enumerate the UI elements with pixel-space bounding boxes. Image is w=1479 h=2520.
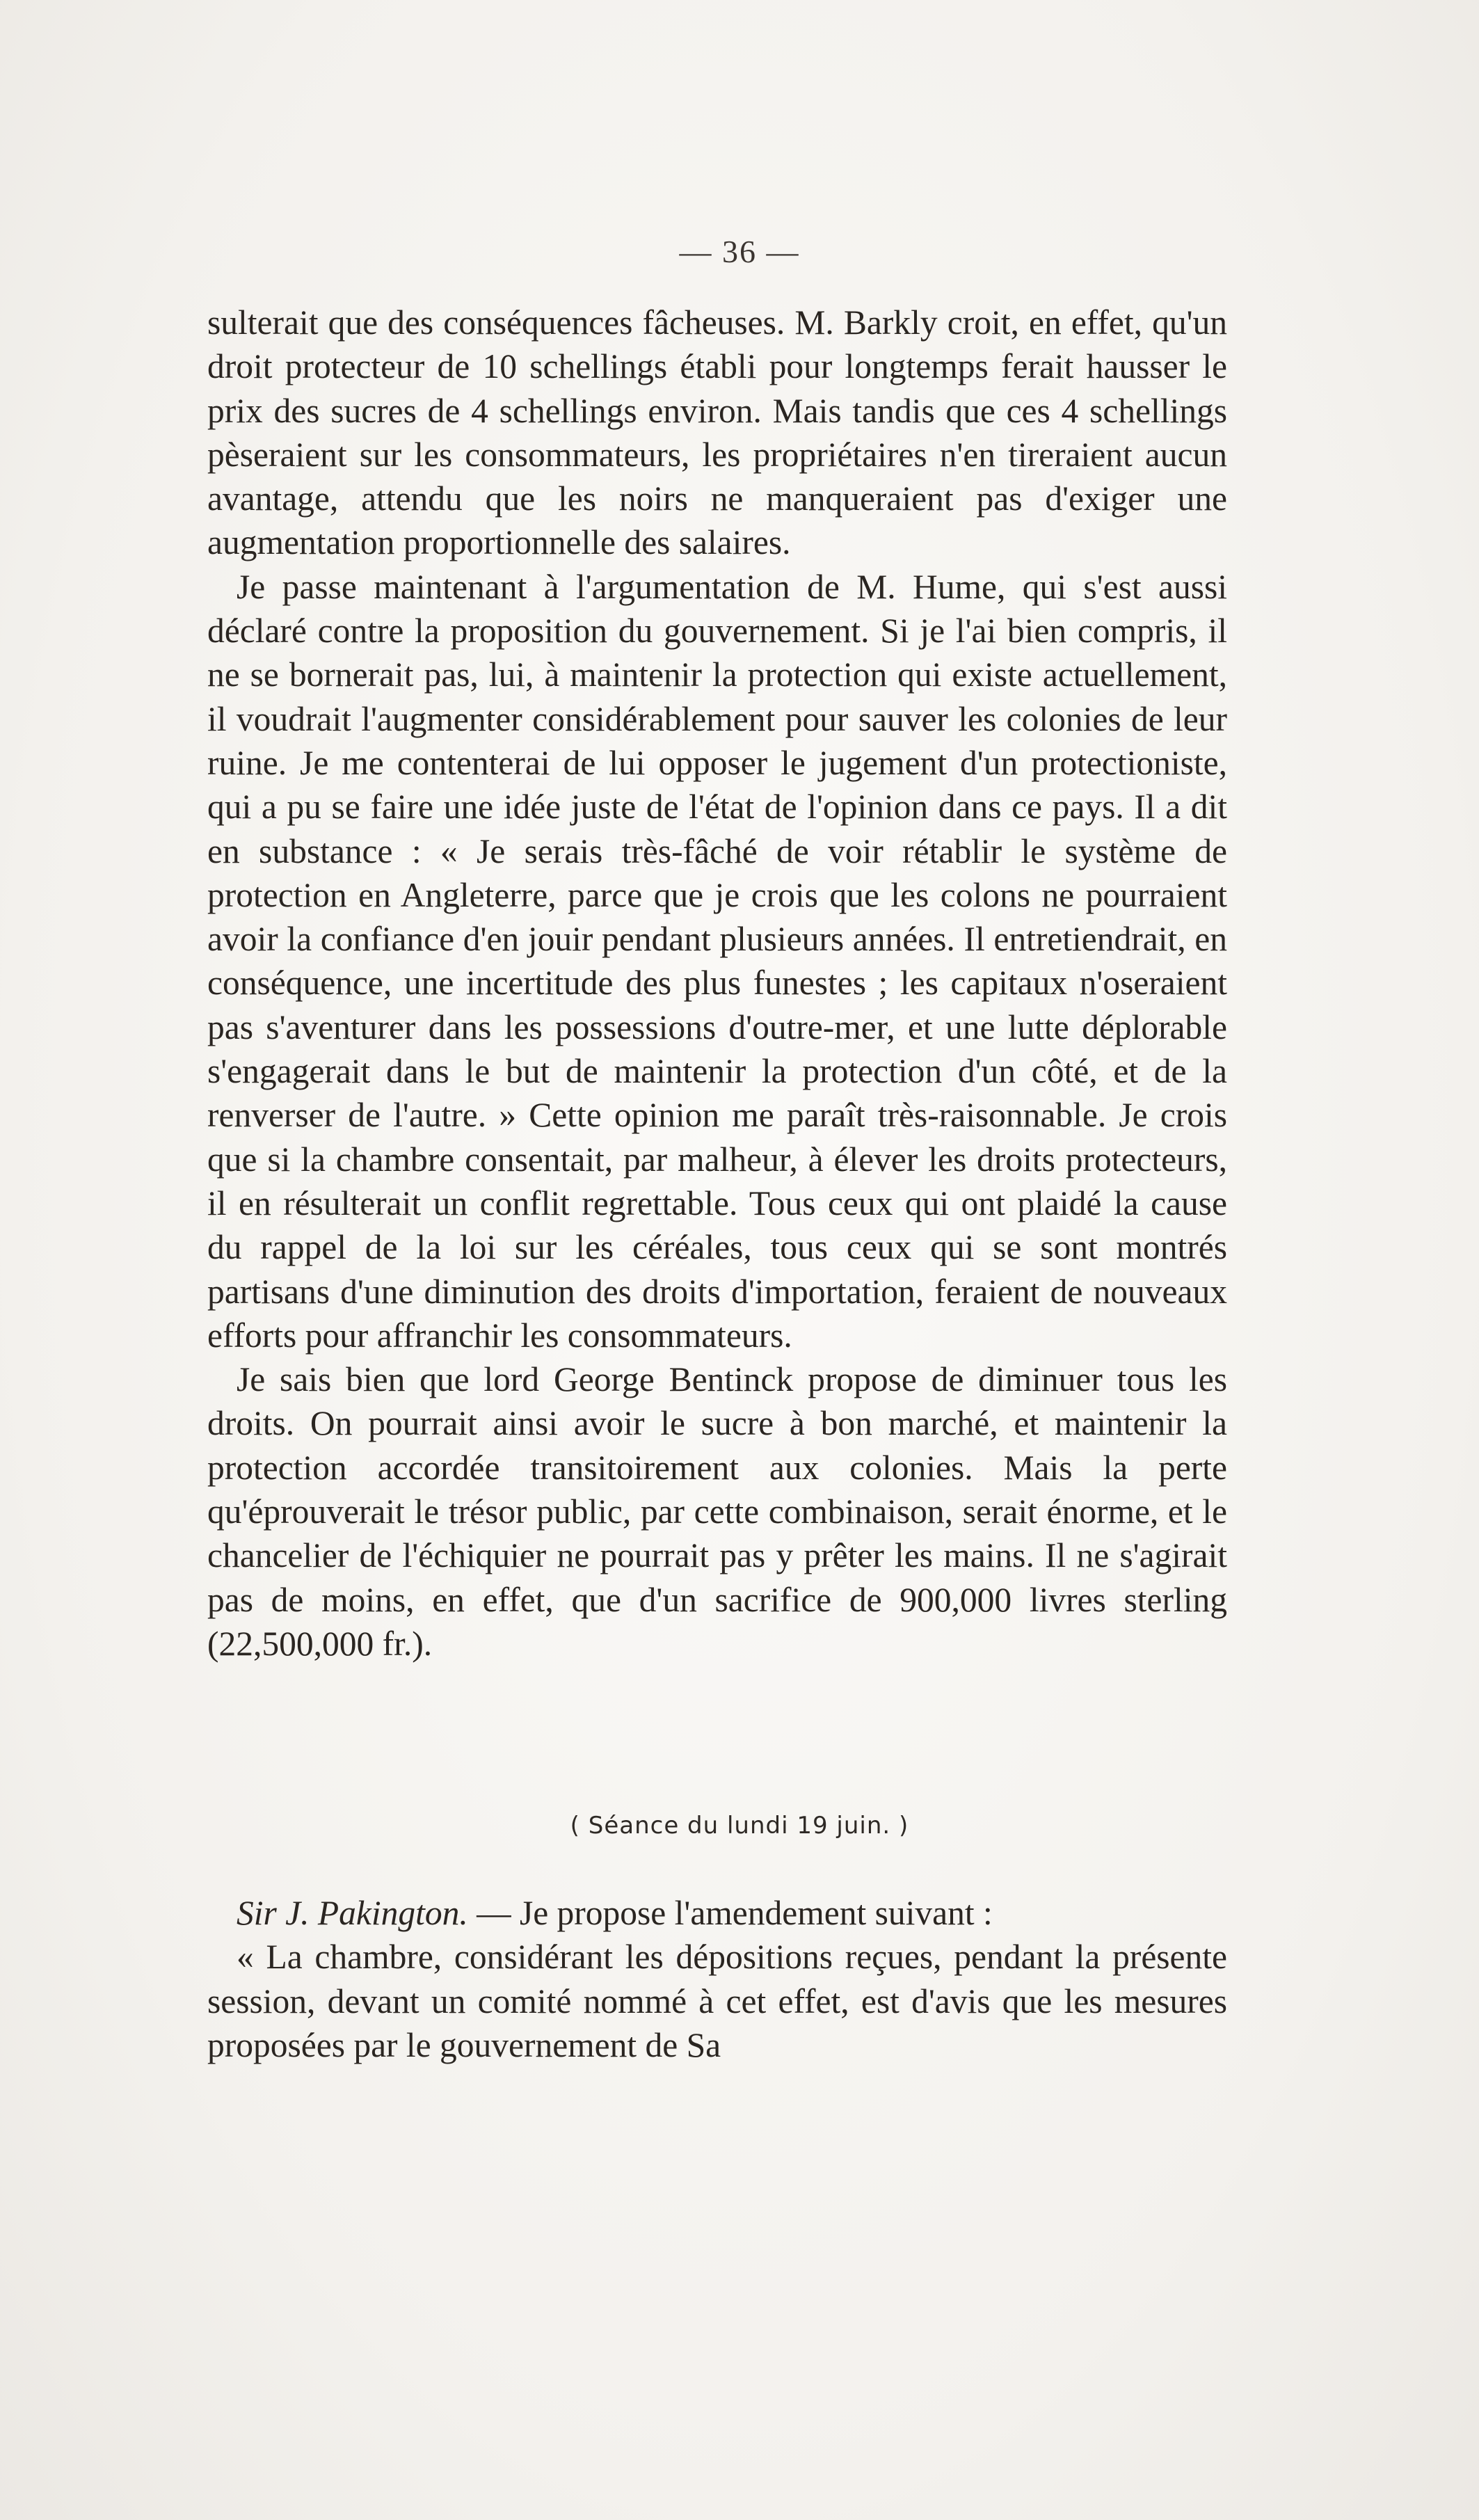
body-text [207,301,1227,1666]
paragraph-1: sulterait que des conséquences fâcheuses. M. Barkly croit, en effet, qu'un droit protecteur de 10 schellings établi pour longtemps ferait hausser le prix des sucres de 4 schellings environ. Mais tandis que ces 4 schellings pèseraient sur les consommateurs, les propriétaires n'en tireraient aucun avantage, attendu que les noirs ne manqueraient pas d'exiger une augmentation proportionnelle des salaires. [207,303,1227,562]
page-number: — 36 — [679,234,800,269]
amendment-quote: « La chambre, considérant les dépositions reçues, pendant la présente session, devant un comité nommé à cet effet, est d'avis que les mesures proposées par le gouvernement de Sa [207,1938,1227,2064]
session-heading: ( Séance du lundi 19 juin. ) [570,1812,909,1840]
speech-intro-line [207,1891,1227,1935]
paragraph-2: Je passe maintenant à l'argumentation de M. Hume, qui s'est aussi déclaré contre la proposition du gouvernement. Si je l'ai bien compris, il ne se bornerait pas, lui, à maintenir la protection qui existe actuellement, il voudrait l'augmenter considérablement pour sauver les colonies de leur ruine. Je me contenterai de lui opposer le jugement d'un protectioniste, qui a pu se faire une idée juste de l'état de l'opinion dans ce pays. Il a dit en substance : « Je serais très-fâché de voir rétablir le système de protection en Angleterre, parce que je crois que les colons ne pourraient avoir la confiance d'en jouir pendant plusieurs années. Il entretiendrait, en conséquence, une incertitude des plus funestes ; les capitaux n'oseraient pas s'aventurer dans les possessions d'outre-mer, et une lutte déplorable s'engagerait dans le but de maintenir la protection d'un côté, et de la renverser de l'autre. » Cette opinion me paraît très-raisonnable. Je crois que si la chambre consentait, par malheur, à élever les droits protecteurs, il en résulterait un conflit regrettable. Tous ceux qui ont plaidé la cause du rappel de la loi sur les céréales, tous ceux qui se sont montrés partisans d'une diminution des droits d'importation, feraient de nouveaux efforts pour affranchir les consommateurs. [207,567,1227,1355]
speech-block [207,1891,1227,2067]
speech-intro: — Je propose l'amendement suivant : [467,1894,993,1932]
speaker-name: Sir J. Pakington. [237,1894,468,1932]
paragraph-3: Je sais bien que lord George Bentinck propose de diminuer tous les droits. On pourrait ainsi avoir le sucre à bon marché, et maintenir la protection accordée transitoirement aux colonies. Mais la perte qu'éprouverait le trésor public, par cette combinaison, serait énorme, et le chancelier de l'échiquier ne pourrait pas y prêter les mains. Il ne s'agirait pas de moins, en effet, que d'un sacrifice de 900,000 livres sterling (22,500,000 fr.). [207,1360,1227,1663]
